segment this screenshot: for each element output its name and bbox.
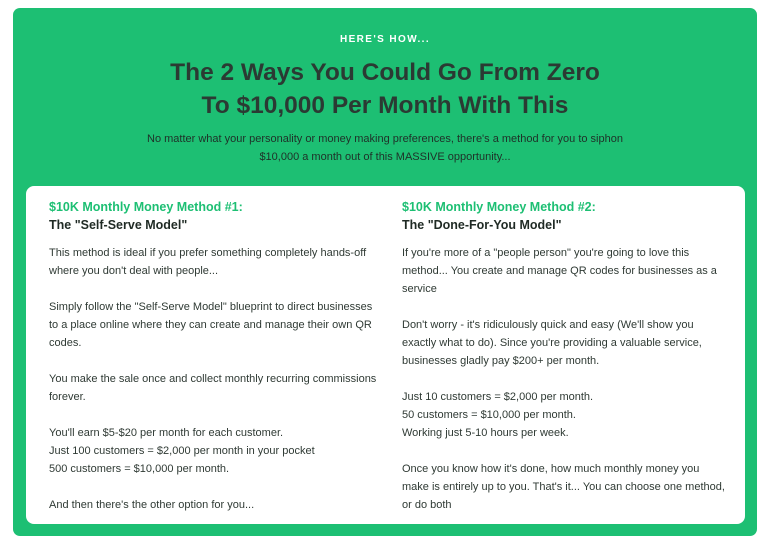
method-2-subtitle: The "Done-For-You Model": [402, 218, 562, 232]
text-line: exactly what to do). Since you're providing a valuable service,: [402, 337, 702, 349]
method-2-column: [402, 198, 742, 532]
text-line: service: [402, 283, 437, 295]
method-2-paragraph-2: [402, 316, 742, 370]
text-line: 50 customers = $10,000 per month.: [402, 409, 576, 421]
text-line: Working just 5-10 hours per week.: [402, 427, 569, 439]
text-line: forever.: [49, 391, 86, 403]
method-2-paragraph-3: [402, 388, 742, 442]
text-line: Simply follow the "Self-Serve Model" blueprint to direct businesses: [49, 301, 373, 313]
subhead-line-1: No matter what your personality or money making preferences, there's a method for you to siphon: [147, 133, 623, 145]
text-line: Once you know how it's done, how much monthly money you: [402, 463, 700, 475]
text-line: or do both: [402, 499, 452, 511]
text-line: make is entirely up to you. That's it... You can choose one method,: [402, 481, 725, 493]
text-line: Don't worry - it's ridiculously quick and easy (We'll show you: [402, 319, 694, 331]
text-line: codes.: [49, 337, 82, 349]
subheadline: [13, 130, 757, 166]
text-line: 500 customers = $10,000 per month.: [49, 463, 230, 475]
method-1-paragraph-3: [49, 370, 389, 406]
methods-card: [26, 186, 745, 524]
text-line: You'll earn $5-$20 per month for each customer.: [49, 427, 284, 439]
text-line: where you don't deal with people...: [49, 265, 219, 277]
text-line: Just 10 customers = $2,000 per month.: [402, 391, 594, 403]
method-1-subtitle: The "Self-Serve Model": [49, 218, 188, 232]
headline-line-1: The 2 Ways You Could Go From Zero: [170, 59, 600, 86]
text-line: to a place online where they can create and manage their own QR: [49, 319, 372, 331]
method-1-paragraph-1: [49, 244, 389, 280]
method-2-paragraph-1: [402, 244, 742, 298]
text-line: Just 100 customers = $2,000 per month in your pocket: [49, 445, 315, 457]
text-line: businesses gladly pay $200+ per month.: [402, 355, 600, 367]
method-1-column: [49, 198, 389, 532]
headline-line-2: To $10,000 Per Month With This: [201, 92, 569, 119]
text-line: You make the sale once and collect monthly recurring commissions: [49, 373, 377, 385]
method-2-title: $10K Monthly Money Method #2:: [402, 200, 596, 214]
page-headline: [13, 56, 757, 122]
method-1-paragraph-4: [49, 424, 389, 478]
text-line: If you're more of a "people person" you're going to love this: [402, 247, 690, 259]
text-line: This method is ideal if you prefer something completely hands-off: [49, 247, 367, 259]
method-1-paragraph-5: [49, 496, 389, 514]
text-line: method... You create and manage QR codes for businesses as a: [402, 265, 717, 277]
method-1-title: $10K Monthly Money Method #1:: [49, 200, 243, 214]
subhead-line-2: $10,000 a month out of this MASSIVE opportunity...: [259, 151, 511, 163]
text-line: And then there's the other option for you...: [49, 499, 255, 511]
eyebrow-label: HERE'S HOW...: [339, 34, 431, 45]
method-2-paragraph-4: [402, 460, 742, 514]
method-1-paragraph-2: [49, 298, 389, 352]
